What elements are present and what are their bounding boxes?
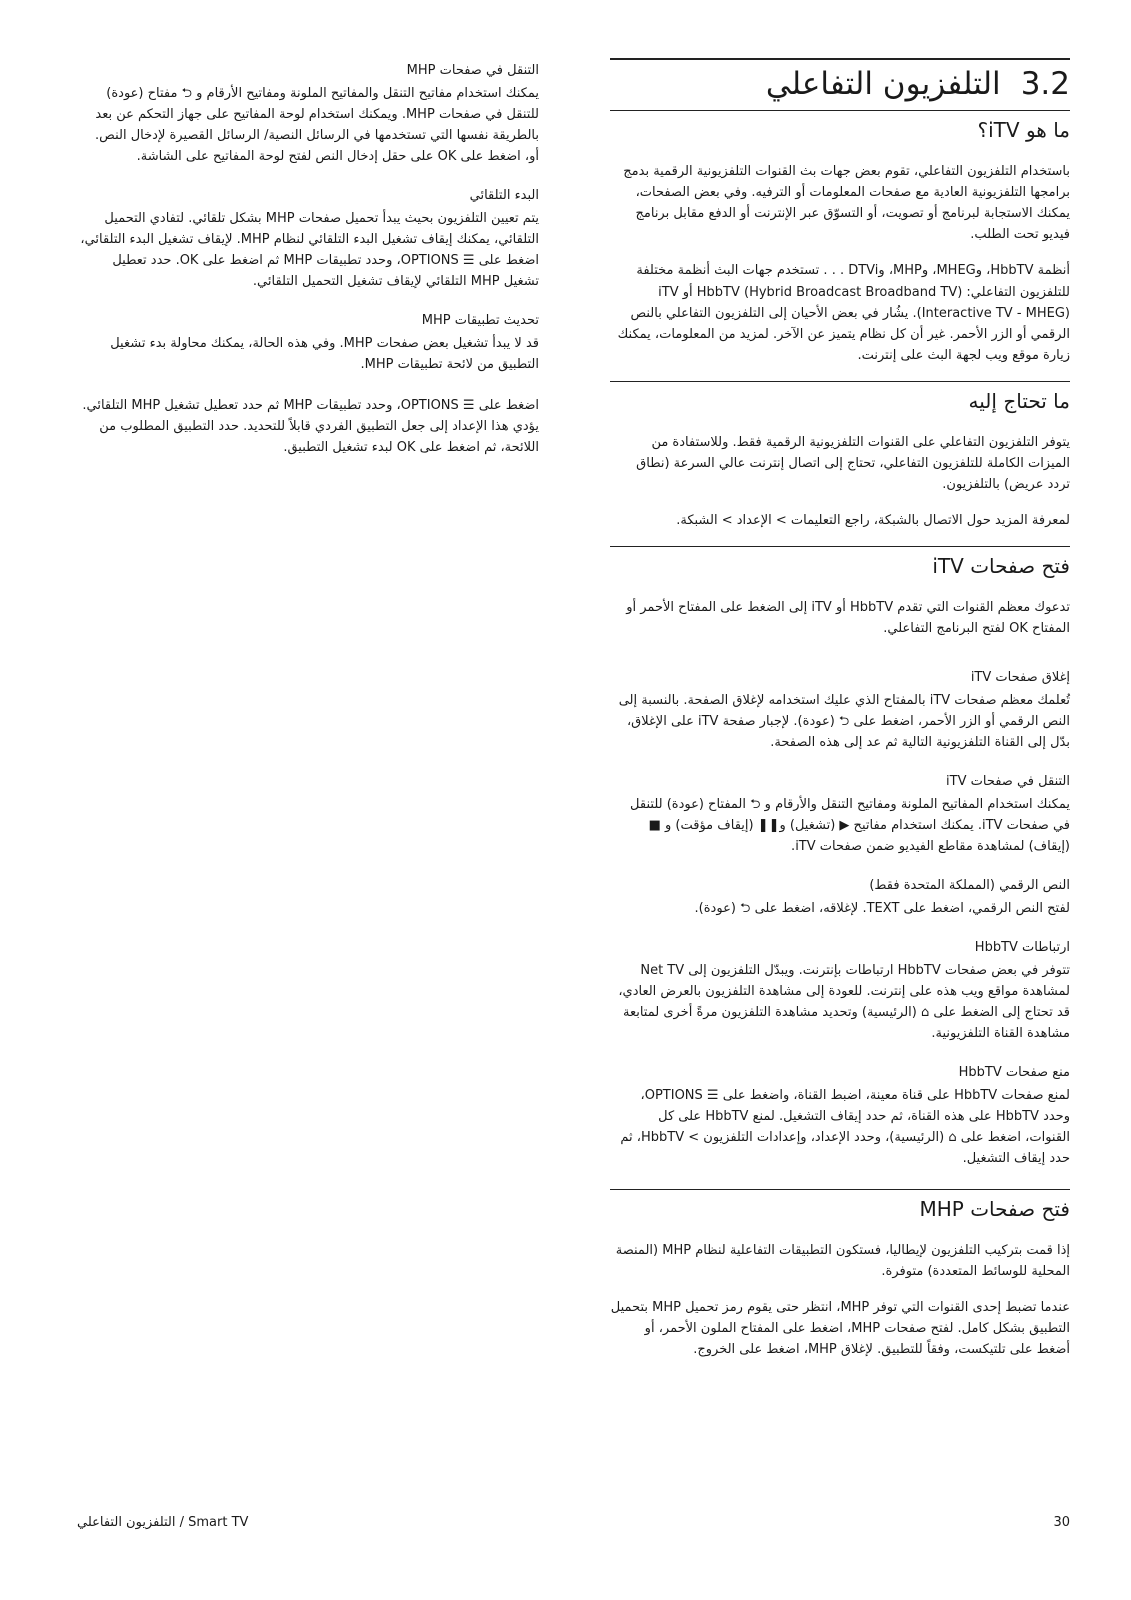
left-column bbox=[79, 62, 539, 478]
paragraph: عندما تضبط إحدى القنوات التي توفر MHP، انتظر حتى يقوم رمز تحميل MHP بتحميل التطبيق بشكل كامل. لفتح صفحات MHP، اضغط على المفتاح الملون الأحمر، أو أضغط على تلتيكست، وفقاً للتطبيق. لإغلاق MHP، اضغط على الخروج. bbox=[610, 1300, 1070, 1358]
section-open-itv-pages bbox=[610, 546, 1070, 1169]
subsection-title: تحديث تطبيقات MHP bbox=[421, 313, 539, 329]
right-column bbox=[610, 58, 1070, 1375]
subsection-title: إغلاق صفحات iTV bbox=[970, 670, 1070, 685]
section-open-mhp-pages bbox=[610, 1189, 1070, 1360]
subsection-text: يمكنك استخدام مفاتيح التنقل والمفاتيح الملونة ومفاتيح الأرقام و ⮌ مفتاح (عودة) للتنقل في صفحات MHP. ويمكنك استخدام لوحة المفاتيح على جهاز التحكم عن بعد بالطريقة نفسها التي تستخدمها في الرسائل النصية/ الرسائل القصيرة لإدخال النص. أو، اضغط على OK على حقل إدخال النص لفتح لوحة المفاتيح على الشاشة. bbox=[95, 85, 539, 164]
subsection-title: منع صفحات HbbTV bbox=[958, 1064, 1070, 1080]
section-heading: فتح صفحات MHP bbox=[610, 1189, 1070, 1222]
paragraph: تدعوك معظم القنوات التي تقدم HbbTV أو iTV إلى الضغط على المفتاح الأحمر أو المفتاح OK لفتح البرنامج التفاعلي. bbox=[626, 599, 1070, 636]
subsection bbox=[79, 312, 539, 375]
section-heading: فتح صفحات iTV bbox=[610, 546, 1070, 579]
subsection-text: اضغط على ☰ OPTIONS، وحدد تطبيقات MHP ثم حدد تعطيل تشغيل MHP التلقائي. يؤدي هذا الإعداد إلى جعل التطبيق الفردي قابلاً للتحديد. حدد التطبيق المطلوب من اللائحة، ثم اضغط على OK لبدء تشغيل التطبيق. bbox=[82, 398, 539, 456]
subsection bbox=[610, 669, 1070, 753]
subsection bbox=[79, 187, 539, 292]
subsection-text: قد لا يبدأ تشغيل بعض صفحات MHP. وفي هذه الحالة، يمكنك محاولة بدء تشغيل التطبيق من لائحة تطبيقات MHP. bbox=[110, 335, 539, 372]
section-heading: ما هو iTV؟ bbox=[610, 110, 1070, 143]
footer-label: Smart TV / التلفزيون التفاعلي bbox=[77, 1515, 249, 1530]
subsection bbox=[79, 395, 539, 458]
paragraph: لمعرفة المزيد حول الاتصال بالشبكة، راجع التعليمات > الإعداد > الشبكة. bbox=[676, 512, 1070, 528]
chapter-title: التلفزيون التفاعلي bbox=[765, 66, 1001, 102]
paragraph: إذا قمت بتركيب التلفزيون لإيطاليا، فستكون التطبيقات التفاعلية لنظام MHP (المنصة المحلية للوسائط المتعددة) متوفرة. bbox=[615, 1242, 1070, 1279]
subsection-text: يمكنك استخدام المفاتيح الملونة ومفاتيح التنقل والأرقام و ⮌ المفتاح (عودة) للتنقل في صفحات iTV. يمكنك استخدام مفاتيح ▶ (تشغيل) و❚❚ (إيقاف مؤقت) و ■ (إيقاف) لمشاهدة مقاطع الفيديو ضمن صفحات iTV. bbox=[630, 796, 1070, 854]
chapter-heading bbox=[610, 58, 1070, 104]
subsection-title: التنقل في صفحات MHP bbox=[406, 63, 539, 78]
subsection-title: ارتباطات HbbTV bbox=[974, 939, 1070, 955]
subsection bbox=[610, 877, 1070, 919]
paragraph: أنظمة HbbTV، وMHEG، وMHP، وDTVi . . . تستخدم جهات البث أنظمة مختلفة للتلفزيون التفاعلي: HbbTV (Hybrid Broadcast Broadband TV) أو iTV (Interactive TV - MHEG). يشُار في بعض الأحيان إلى التلفزيون التفاعلي بالنص الرقمي أو الزر الأحمر. غير أن كل نظام يتميز عن الآخر. لمزيد من المعلومات، يمكنك زيارة موقع ويب لجهة البث على إنترنت. bbox=[617, 263, 1070, 363]
subsection-text: لفتح النص الرقمي، اضغط على TEXT. لإغلاقه، اضغط على ⮌ (عودة). bbox=[694, 900, 1070, 916]
subsection bbox=[610, 773, 1070, 857]
subsection-title: النص الرقمي (المملكة المتحدة فقط) bbox=[869, 877, 1070, 893]
chapter-number: 3.2 bbox=[1020, 66, 1070, 102]
subsection-text: لمنع صفحات HbbTV على قناة معينة، اضبط القناة، واضغط على ☰ OPTIONS، وحدد HbbTV على هذه القناة، ثم حدد إيقاف التشغيل. لمنع HbbTV على كل القنوات، اضغط على ⌂ (الرئيسية)، وحدد الإعداد، وإعدادات التلفزيون > HbbTV، ثم حدد إيقاف التشغيل. bbox=[620, 1087, 1070, 1166]
page-number: 30 bbox=[1053, 1515, 1070, 1530]
section-requirements bbox=[610, 381, 1070, 531]
subsection-title: التنقل في صفحات iTV bbox=[946, 773, 1070, 789]
subsection-text: يتم تعيين التلفزيون بحيث يبدأ تحميل صفحات MHP بشكل تلقائي. لتفادي التحميل التلقائي، يمكنك إيقاف تشغيل البدء التلقائي لنظام MHP. لإيقاف تشغيل البدء التلقائي، اضغط على ☰ OPTIONS، وحدد تطبيقات MHP ثم اضغط على OK. حدد تعطيل تشغيل MHP التلقائي لإيقاف تشغيل التحميل التلقائي. bbox=[80, 210, 539, 290]
paragraph: باستخدام التلفزيون التفاعلي، تقوم بعض جهات بث القنوات التلفزيونية الرقمية بدمج برامجها التلفزيونية العادية مع صفحات المعلومات أو الترفيه. وفي بعض الصفحات، يمكنك الاستجابة لبرنامج أو تصويت، أو التسوّق عبر الإنترنت أو الدفع مقابل برنامج فيديو تحت الطلب. bbox=[623, 164, 1070, 243]
subsection bbox=[610, 939, 1070, 1044]
subsection bbox=[610, 1064, 1070, 1169]
section-heading: ما تحتاج إليه bbox=[610, 381, 1070, 414]
page-footer bbox=[61, 1515, 1070, 1535]
subsection-text: تتوفر في بعض صفحات HbbTV ارتباطات بإنترنت. ويبدّل التلفزيون إلى Net TV لمشاهدة مواقع ويب هذه على إنترنت. للعودة إلى مشاهدة التلفزيون بالعرض العادي، قد تحتاج إلى الضغط على ⌂ (الرئيسية) وتحديد مشاهدة التلفزيون مرةً أخرى لمتابعة مشاهدة القناة التلفزيونية. bbox=[618, 962, 1070, 1041]
subsection-title: البدء التلقائي bbox=[469, 188, 539, 204]
section-what-is-itv bbox=[610, 110, 1070, 365]
subsection-text: تُعلمك معظم صفحات iTV بالمفتاح الذي عليك استخدامه لإغلاق الصفحة. بالنسبة إلى النص الرقمي أو الزر الأحمر، اضغط على ⮌ (عودة). لإجبار صفحة iTV على الإغلاق، بدّل إلى القناة التلفزيونية التالية ثم عد إلى هذه الصفحة. bbox=[618, 692, 1070, 750]
subsection bbox=[79, 62, 539, 167]
paragraph: يتوفر التلفزيون التفاعلي على القنوات التلفزيونية الرقمية فقط. وللاستفادة من الميزات الكاملة للتلفزيون التفاعلي، تحتاج إلى اتصال إنترنت عالي السرعة (نطاق تردد عريض) بالتلفزيون. bbox=[636, 434, 1070, 492]
